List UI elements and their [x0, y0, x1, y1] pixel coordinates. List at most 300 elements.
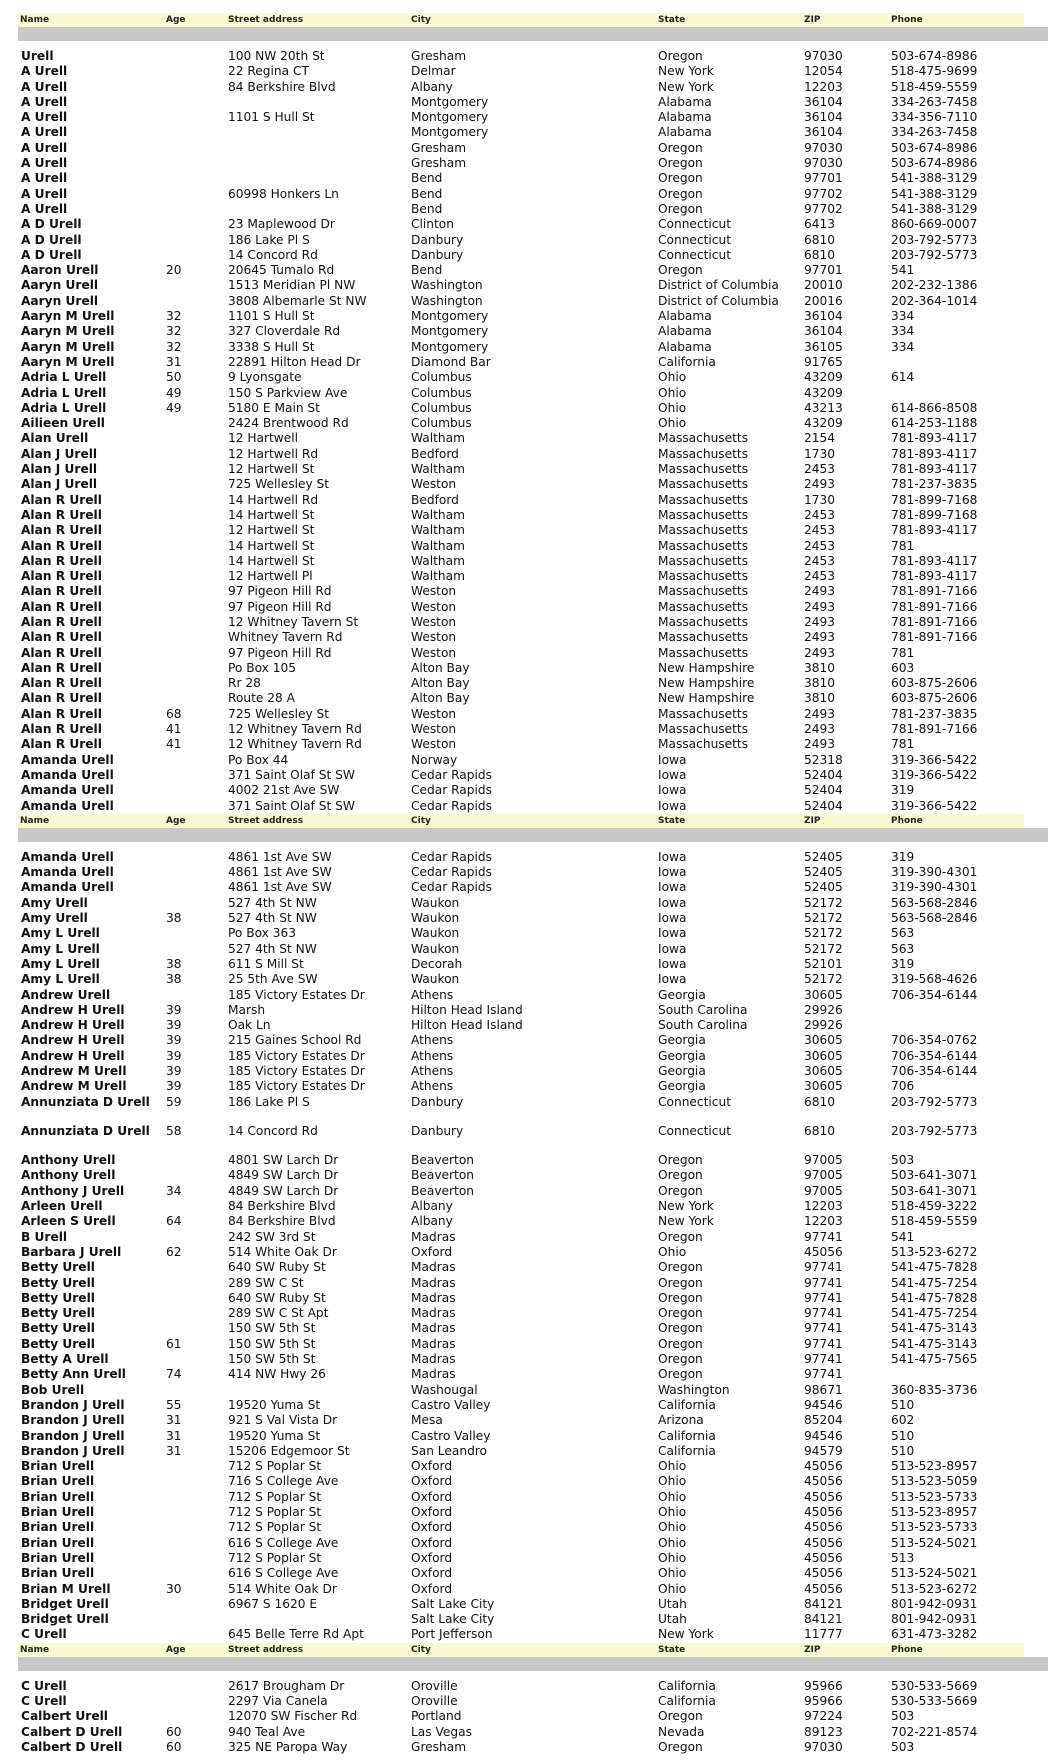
column-header-zip: ZIP — [804, 15, 821, 25]
cell-age: 41 — [166, 737, 182, 752]
cell-city: Decorah — [411, 956, 463, 971]
cell-state: Oregon — [658, 1153, 703, 1168]
cell-city: Weston — [411, 737, 457, 752]
table-row — [18, 1276, 1048, 1291]
cell-phone: 319 — [891, 956, 915, 971]
cell-state: Oregon — [658, 201, 703, 216]
cell-city: Waukon — [411, 911, 460, 926]
cell-state: Massachusetts — [658, 507, 749, 522]
column-header-street: Street address — [228, 815, 304, 826]
table-row — [18, 768, 1048, 783]
cell-name: Amy Urell — [21, 895, 88, 910]
cell-zip: 2493 — [804, 584, 836, 599]
cell-city: Waltham — [411, 553, 465, 568]
cell-name: Betty Ann Urell — [21, 1367, 126, 1382]
cell-phone: 503-674-8986 — [891, 140, 978, 155]
cell-city: Waukon — [411, 972, 460, 987]
cell-city: Weston — [411, 630, 457, 645]
cell-name: Brian M Urell — [21, 1581, 111, 1596]
table-row — [18, 1536, 1048, 1551]
cell-name: Betty Urell — [21, 1306, 95, 1321]
cell-city: Castro Valley — [411, 1397, 491, 1412]
cell-name: Alan J Urell — [21, 462, 98, 477]
cell-age: 34 — [166, 1183, 182, 1198]
cell-phone: 603 — [891, 660, 915, 675]
cell-name: Alan R Urell — [21, 599, 102, 614]
cell-state: District of Columbia — [658, 293, 779, 308]
cell-street: 84 Berkshire Blvd — [228, 1199, 336, 1214]
cell-city: Salt Lake City — [411, 1612, 495, 1627]
cell-phone: 631-473-3282 — [891, 1627, 978, 1642]
cell-name: Amy L Urell — [21, 956, 100, 971]
cell-name: Ailieen Urell — [21, 416, 105, 431]
cell-age: 31 — [166, 354, 182, 369]
cell-street: 97 Pigeon Hill Rd — [228, 645, 332, 660]
cell-street: 15206 Edgemoor St — [228, 1443, 350, 1458]
cell-street: 527 4th St NW — [228, 911, 317, 926]
cell-street: 97 Pigeon Hill Rd — [228, 584, 332, 599]
cell-name: A Urell — [21, 125, 68, 140]
cell-zip: 29926 — [804, 1002, 843, 1017]
cell-phone: 781-893-4117 — [891, 462, 978, 477]
cell-name: A D Urell — [21, 217, 82, 232]
cell-state: Oregon — [658, 186, 703, 201]
cell-zip: 20016 — [804, 293, 843, 308]
cell-phone: 202-364-1014 — [891, 293, 978, 308]
cell-street: 371 Saint Olaf St SW — [228, 767, 355, 782]
cell-state: California — [658, 1693, 716, 1708]
cell-city: Weston — [411, 584, 457, 599]
cell-name: Brian Urell — [21, 1520, 95, 1535]
cell-zip: 89123 — [804, 1724, 843, 1739]
cell-name: Adria L Urell — [21, 385, 107, 400]
column-header-state: State — [658, 815, 686, 826]
cell-city: Oroville — [411, 1693, 458, 1708]
cell-age: 31 — [166, 1428, 182, 1443]
cell-city: Oxford — [411, 1459, 453, 1474]
cell-street: 6967 S 1620 E — [228, 1596, 318, 1611]
cell-city: Waukon — [411, 941, 460, 956]
cell-name: Calbert Urell — [21, 1709, 108, 1724]
table-row — [18, 722, 1048, 737]
table-row — [18, 1551, 1048, 1566]
cell-zip: 12203 — [804, 1199, 843, 1214]
cell-city: Montgomery — [411, 309, 489, 324]
cell-state: Connecticut — [658, 247, 731, 262]
table-row — [18, 600, 1048, 615]
cell-street: 150 SW 5th St — [228, 1336, 316, 1351]
cell-city: Cedar Rapids — [411, 865, 492, 880]
cell-phone: 781-893-4117 — [891, 523, 978, 538]
cell-state: California — [658, 354, 716, 369]
cell-state: Nevada — [658, 1724, 705, 1739]
table-row — [18, 248, 1048, 263]
cell-state: New Hampshire — [658, 691, 755, 706]
cell-zip: 84121 — [804, 1612, 843, 1627]
cell-street: 414 NW Hwy 26 — [228, 1367, 326, 1382]
column-header-name: Name — [20, 1644, 50, 1655]
table-row — [18, 1444, 1048, 1459]
cell-name: A Urell — [21, 140, 68, 155]
cell-phone: 334 — [891, 339, 915, 354]
cell-name: Alan R Urell — [21, 614, 102, 629]
cell-street: 371 Saint Olaf St SW — [228, 798, 355, 813]
cell-state: Utah — [658, 1612, 687, 1627]
cell-street: 215 Gaines School Rd — [228, 1033, 362, 1048]
cell-state: New York — [658, 1627, 714, 1642]
cell-street: 4861 1st Ave SW — [228, 865, 332, 880]
cell-zip: 94579 — [804, 1443, 843, 1458]
cell-zip: 52405 — [804, 880, 843, 895]
cell-name: Brandon J Urell — [21, 1413, 125, 1428]
cell-city: Mesa — [411, 1413, 443, 1428]
table-row — [18, 1725, 1048, 1740]
cell-city: Madras — [411, 1306, 456, 1321]
table-row — [18, 508, 1048, 523]
table-row — [18, 1049, 1048, 1064]
cell-zip: 97741 — [804, 1290, 843, 1305]
cell-street: 4002 21st Ave SW — [228, 783, 340, 798]
cell-name: Brian Urell — [21, 1489, 95, 1504]
cell-state: Ohio — [658, 370, 687, 385]
cell-name: Brian Urell — [21, 1459, 95, 1474]
cell-phone: 503 — [891, 1709, 915, 1724]
table-row — [18, 1413, 1048, 1428]
cell-city: Albany — [411, 1199, 453, 1214]
cell-phone: 513-523-5733 — [891, 1489, 978, 1504]
cell-zip: 97005 — [804, 1183, 843, 1198]
table-row — [18, 1566, 1048, 1581]
cell-state: Connecticut — [658, 1094, 731, 1109]
cell-phone: 334-263-7458 — [891, 125, 978, 140]
cell-city: Madras — [411, 1229, 456, 1244]
cell-state: Ohio — [658, 400, 687, 415]
cell-state: New York — [658, 79, 714, 94]
cell-age: 41 — [166, 722, 182, 737]
cell-street: 14 Concord Rd — [228, 1123, 318, 1138]
table-row — [18, 1520, 1048, 1535]
cell-street: 4801 SW Larch Dr — [228, 1153, 339, 1168]
cell-phone: 360-835-3736 — [891, 1382, 978, 1397]
cell-state: Ohio — [658, 1566, 687, 1581]
cell-city: Waltham — [411, 538, 465, 553]
cell-street: 2297 Via Canela — [228, 1693, 328, 1708]
cell-phone: 781-893-4117 — [891, 446, 978, 461]
cell-state: California — [658, 1678, 716, 1693]
column-header-street: Street address — [228, 1644, 304, 1655]
cell-city: Athens — [411, 987, 454, 1002]
cell-city: Cedar Rapids — [411, 798, 492, 813]
spacer — [18, 1671, 1048, 1679]
cell-name: A Urell — [21, 186, 68, 201]
cell-street: 242 SW 3rd St — [228, 1229, 316, 1244]
table-row — [18, 1429, 1048, 1444]
cell-phone: 503-641-3071 — [891, 1168, 978, 1183]
cell-zip: 2453 — [804, 507, 836, 522]
cell-state: Oregon — [658, 1229, 703, 1244]
cell-city: Oxford — [411, 1520, 453, 1535]
cell-name: Alan R Urell — [21, 722, 102, 737]
cell-name: Betty Urell — [21, 1260, 95, 1275]
cell-city: Waltham — [411, 569, 465, 584]
cell-phone: 541-388-3129 — [891, 186, 978, 201]
cell-state: Massachusetts — [658, 477, 749, 492]
cell-age: 39 — [166, 1064, 182, 1078]
table-row — [18, 1709, 1048, 1724]
cell-city: Waltham — [411, 523, 465, 538]
cell-state: Massachusetts — [658, 584, 749, 599]
cell-age: 39 — [166, 1018, 182, 1033]
cell-name: Aaryn M Urell — [21, 324, 115, 339]
column-header-phone: Phone — [891, 1644, 923, 1655]
cell-street: 1101 S Hull St — [228, 309, 315, 324]
cell-street: 616 S College Ave — [228, 1535, 339, 1550]
cell-phone: 603-875-2606 — [891, 691, 978, 706]
cell-street: 3808 Albemarle St NW — [228, 293, 367, 308]
cell-city: Oxford — [411, 1244, 453, 1259]
cell-zip: 36104 — [804, 110, 843, 125]
cell-name: Andrew M Urell — [21, 1079, 127, 1094]
cell-zip: 2493 — [804, 645, 836, 660]
cell-zip: 6810 — [804, 232, 836, 247]
cell-street: 100 NW 20th St — [228, 49, 325, 63]
cell-name: A Urell — [21, 64, 68, 79]
cell-street: 84 Berkshire Blvd — [228, 1214, 336, 1229]
cell-zip: 11777 — [804, 1627, 843, 1642]
table-row — [18, 691, 1048, 706]
cell-age: 20 — [166, 263, 182, 278]
cell-state: Massachusetts — [658, 645, 749, 660]
cell-zip: 45056 — [804, 1459, 843, 1474]
cell-age: 74 — [166, 1367, 182, 1382]
cell-phone: 503 — [891, 1153, 915, 1168]
cell-city: Weston — [411, 599, 457, 614]
cell-zip: 95966 — [804, 1678, 843, 1693]
cell-city: Danbury — [411, 232, 464, 247]
cell-zip: 45056 — [804, 1244, 843, 1259]
cell-city: Albany — [411, 79, 453, 94]
cell-age: 38 — [166, 911, 182, 926]
cell-city: Cedar Rapids — [411, 767, 492, 782]
cell-zip: 52172 — [804, 972, 843, 987]
table-row — [18, 1505, 1048, 1520]
cell-phone: 503-641-3071 — [891, 1183, 978, 1198]
table-row — [18, 1168, 1048, 1183]
cell-street: 185 Victory Estates Dr — [228, 1048, 365, 1063]
cell-zip: 45056 — [804, 1520, 843, 1535]
cell-street: Po Box 105 — [228, 660, 297, 675]
table-row — [18, 630, 1048, 645]
cell-street: 640 SW Ruby St — [228, 1290, 326, 1305]
cell-street: Route 28 A — [228, 691, 295, 706]
cell-name: Alan R Urell — [21, 660, 102, 675]
cell-phone: 563 — [891, 941, 915, 956]
cell-name: Alan R Urell — [21, 507, 102, 522]
cell-state: Massachusetts — [658, 462, 749, 477]
cell-city: Alton Bay — [411, 660, 470, 675]
cell-city: Gresham — [411, 1739, 467, 1754]
table-row — [18, 1291, 1048, 1306]
table-row — [18, 1597, 1048, 1612]
cell-city: Waukon — [411, 895, 460, 910]
cell-state: Alabama — [658, 309, 712, 324]
cell-name: Amy Urell — [21, 911, 88, 926]
cell-street: 97 Pigeon Hill Rd — [228, 599, 332, 614]
cell-street: 514 White Oak Dr — [228, 1581, 337, 1596]
column-header-state: State — [658, 15, 686, 25]
cell-name: Aaryn Urell — [21, 278, 99, 293]
cell-city: Alton Bay — [411, 676, 470, 691]
cell-city: Weston — [411, 706, 457, 721]
cell-zip: 52404 — [804, 783, 843, 798]
table-row — [18, 1459, 1048, 1474]
cell-street: 712 S Poplar St — [228, 1550, 322, 1565]
cell-name: Aaryn Urell — [21, 293, 99, 308]
cell-city: Waltham — [411, 431, 465, 446]
cell-name: Betty Urell — [21, 1290, 95, 1305]
cell-state: Massachusetts — [658, 553, 749, 568]
cell-phone: 530-533-5669 — [891, 1678, 978, 1693]
cell-street: 514 White Oak Dr — [228, 1244, 337, 1259]
cell-name: Alan R Urell — [21, 630, 102, 645]
cell-zip: 97005 — [804, 1168, 843, 1183]
table-row — [18, 1079, 1048, 1094]
cell-street: Marsh — [228, 1002, 266, 1017]
table-row — [18, 1383, 1048, 1398]
cell-street: 185 Victory Estates Dr — [228, 1079, 365, 1094]
cell-zip: 43213 — [804, 400, 843, 415]
cell-age: 60 — [166, 1739, 182, 1754]
cell-street: 12 Whitney Tavern Rd — [228, 737, 362, 752]
cell-city: Waukon — [411, 926, 460, 941]
column-header-age: Age — [166, 15, 186, 25]
cell-state: California — [658, 1428, 716, 1443]
cell-street: 12 Hartwell St — [228, 462, 315, 477]
cell-name: Betty Urell — [21, 1275, 95, 1290]
column-header-city: City — [411, 1644, 431, 1655]
cell-city: Oxford — [411, 1566, 453, 1581]
cell-phone: 781-891-7166 — [891, 584, 978, 599]
cell-state: Oregon — [658, 1183, 703, 1198]
cell-street: 150 SW 5th St — [228, 1321, 316, 1336]
cell-city: Washington — [411, 278, 483, 293]
cell-name: Calbert D Urell — [21, 1724, 123, 1739]
cell-zip: 52172 — [804, 911, 843, 926]
cell-city: Danbury — [411, 1094, 464, 1109]
cell-zip: 20010 — [804, 278, 843, 293]
cell-street: 185 Victory Estates Dr — [228, 987, 365, 1002]
cell-name: Bob Urell — [21, 1382, 85, 1397]
cell-name: Amanda Urell — [21, 880, 114, 895]
cell-name: Barbara J Urell — [21, 1244, 122, 1259]
cell-zip: 97030 — [804, 140, 843, 155]
cell-zip: 2453 — [804, 569, 836, 584]
cell-zip: 12203 — [804, 1214, 843, 1229]
cell-street: 60998 Honkers Ln — [228, 186, 339, 201]
cell-phone: 614-253-1188 — [891, 416, 978, 431]
cell-phone: 541-475-7565 — [891, 1352, 978, 1367]
cell-name: Alan R Urell — [21, 553, 102, 568]
cell-phone: 319-366-5422 — [891, 798, 978, 813]
cell-state: Ohio — [658, 1489, 687, 1504]
cell-phone: 602 — [891, 1413, 915, 1428]
cell-state: Iowa — [658, 972, 687, 987]
cell-state: New Hampshire — [658, 676, 755, 691]
cell-city: Madras — [411, 1336, 456, 1351]
cell-age: 64 — [166, 1214, 182, 1229]
table-row — [18, 539, 1048, 554]
cell-name: Betty Urell — [21, 1336, 95, 1351]
cell-phone: 334-356-7110 — [891, 110, 978, 125]
cell-city: Washington — [411, 293, 483, 308]
cell-city: Columbus — [411, 400, 472, 415]
cell-zip: 2493 — [804, 630, 836, 645]
cell-phone: 513-523-5733 — [891, 1520, 978, 1535]
cell-city: Athens — [411, 1079, 454, 1094]
cell-city: Columbus — [411, 370, 472, 385]
table-row — [18, 401, 1048, 416]
cell-street: 150 S Parkview Ave — [228, 385, 348, 400]
cell-city: Salt Lake City — [411, 1596, 495, 1611]
cell-phone: 319-390-4301 — [891, 865, 978, 880]
cell-phone: 518-459-5559 — [891, 1214, 978, 1229]
cell-street: 4849 SW Larch Dr — [228, 1168, 339, 1183]
cell-city: Bend — [411, 171, 443, 186]
cell-city: Madras — [411, 1352, 456, 1367]
cell-phone: 801-942-0931 — [891, 1596, 978, 1611]
cell-street: 327 Cloverdale Rd — [228, 324, 341, 339]
cell-city: Cedar Rapids — [411, 849, 492, 864]
table-row — [18, 554, 1048, 569]
cell-city: Danbury — [411, 247, 464, 262]
table-row — [18, 1214, 1048, 1229]
cell-name: Bridget Urell — [21, 1612, 109, 1627]
cell-name: Alan R Urell — [21, 523, 102, 538]
cell-street: 611 S Mill St — [228, 956, 304, 971]
cell-phone: 203-792-5773 — [891, 1123, 978, 1138]
cell-name: Brian Urell — [21, 1566, 95, 1581]
spacer — [18, 41, 1048, 49]
cell-state: Oregon — [658, 1321, 703, 1336]
cell-phone: 781-891-7166 — [891, 614, 978, 629]
cell-phone: 530-533-5669 — [891, 1693, 978, 1708]
cell-street: 9 Lyonsgate — [228, 370, 302, 385]
cell-phone: 603-875-2606 — [891, 676, 978, 691]
cell-city: Bedford — [411, 492, 459, 507]
cell-zip: 97741 — [804, 1321, 843, 1336]
table-row — [18, 926, 1048, 941]
cell-street: 712 S Poplar St — [228, 1520, 322, 1535]
cell-street: 616 S College Ave — [228, 1566, 339, 1581]
cell-phone: 781-893-4117 — [891, 431, 978, 446]
cell-phone: 614-866-8508 — [891, 400, 978, 415]
cell-state: Iowa — [658, 941, 687, 956]
cell-zip: 45056 — [804, 1489, 843, 1504]
cell-phone: 781-237-3835 — [891, 706, 978, 721]
cell-city: Norway — [411, 752, 458, 767]
cell-city: Beaverton — [411, 1168, 475, 1183]
cell-street: 14 Hartwell St — [228, 507, 315, 522]
cell-city: Washougal — [411, 1382, 478, 1397]
cell-state: Iowa — [658, 895, 687, 910]
cell-phone: 319 — [891, 783, 915, 798]
cell-phone: 541-388-3129 — [891, 201, 978, 216]
cell-state: Ohio — [658, 385, 687, 400]
table-row — [18, 1260, 1048, 1275]
cell-zip: 6810 — [804, 1123, 836, 1138]
cell-age: 32 — [166, 339, 182, 354]
cell-name: Amanda Urell — [21, 767, 114, 782]
